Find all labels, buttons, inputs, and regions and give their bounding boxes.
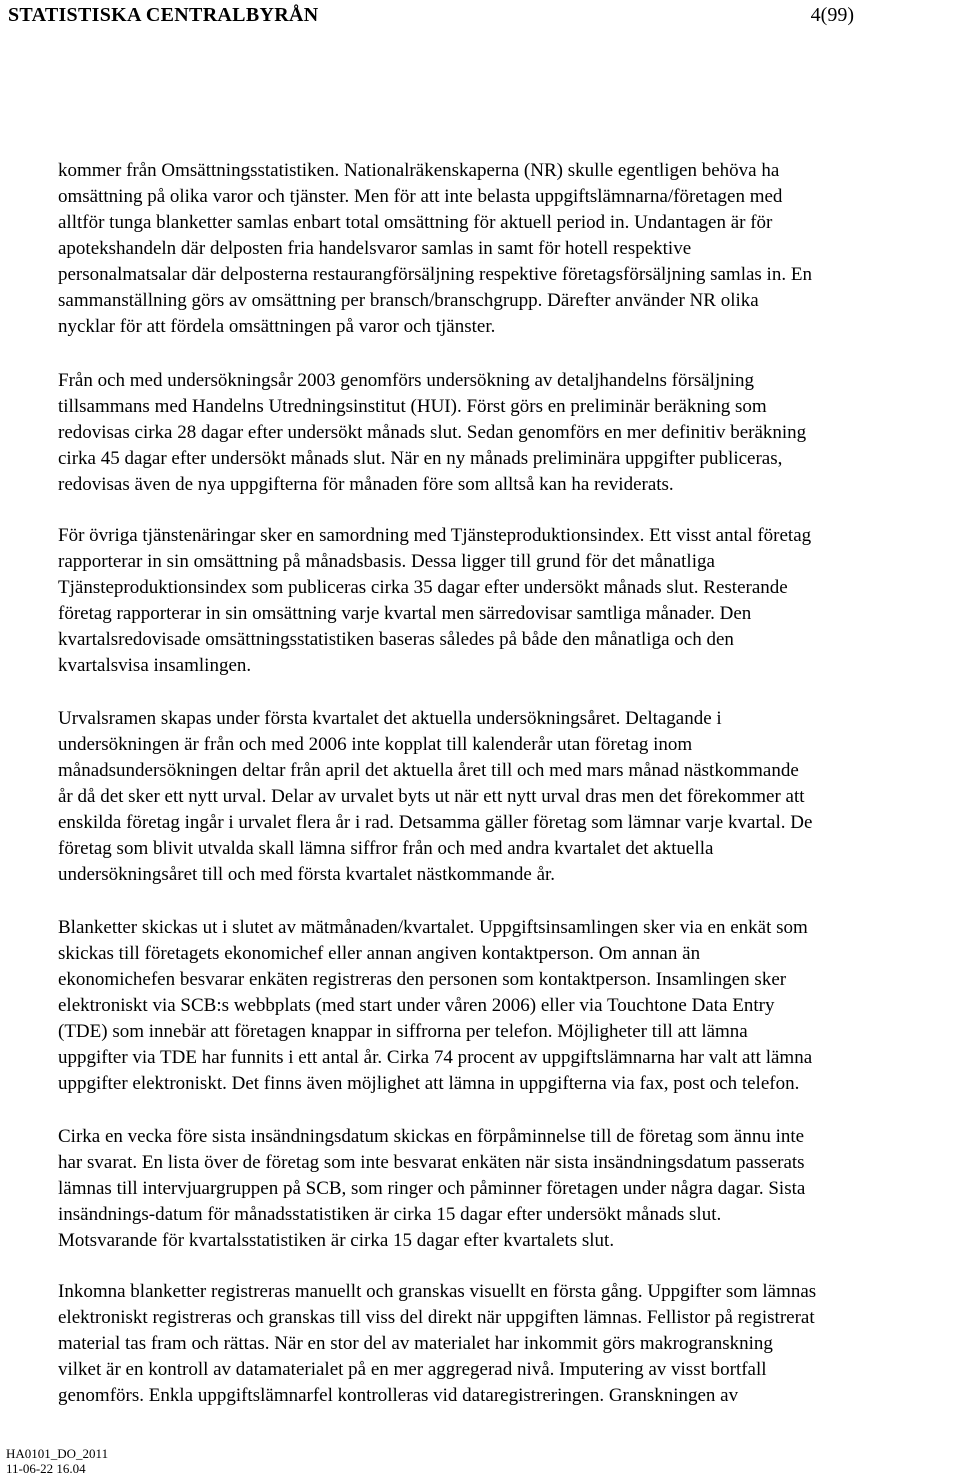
page-footer — [6, 1446, 108, 1476]
paragraph-granskning: Inkomna blanketter registreras manuellt och granskas visuellt en första gång. Uppgifter som lämnas elektroniskt registreras och granskas till viss del direkt när uppgiften lämnas. Fellistor på registrerat material tas fram och rättas. När en stor del av materialet har inkommit görs makrogranskning vilket är en kontroll av datamaterialet på en mer aggregerad nivå. Imputering av visst bortfall genomförs. Enkla uppgiftslämnarfel kontrolleras vid dataregistreringen. Granskningen av — [58, 1281, 817, 1406]
document-id: HA0101_DO_2011 — [6, 1446, 109, 1461]
paragraph-detaljhandel: Från och med undersökningsår 2003 genomförs undersökning av detaljhandelns försäljning tillsammans med Handelns Utredningsinstitut (HUI). Först görs en preliminär beräkning som redovisas cirka 28 dagar efter undersökt månads slut. Sedan genomförs en mer definitiv beräkning cirka 45 dagar efter undersökt månads slut. När en ny månads preliminära uppgifter publiceras, redovisas även de nya uppgifterna för månaden före som alltså kan ha reviderats. — [58, 370, 807, 495]
paragraph-paminnelse: Cirka en vecka före sista insändningsdatum skickas en förpåminnelse till de företag som ännu inte har svarat. En lista över de företag som inte besvarat enkäten när sista insändningsdatum passerats lämnas till intervjuargruppen på SCB, som ringer och påminner företagen under några dagar. Sista insändnings-datum för månadsstatistiken är cirka 15 dagar efter undersökt månads slut. Motsvarande för kvartalsstatistiken är cirka 15 dagar efter kvartalets slut. — [58, 1126, 806, 1251]
paragraph-urvalsram: Urvalsramen skapas under första kvartalet det aktuella undersökningsåret. Deltagande i undersökningen är från och med 2006 inte kopplat till kalenderår utan företag inom månadsundersökningen deltar från april det aktuella året till och med mars månad nästkommande år då det sker ett nytt urval. Delar av urvalet byts ut när ett nytt urval dras men det förekommer att enskilda företag ingår i urvalet flera år i rad. Detsamma gäller företag som lämnar varje kvartal. De företag som blivit utvalda skall lämna siffror från och med andra kvartalet det aktuella undersökningsåret till och med första kvartalet nästkommande år. — [58, 708, 813, 885]
paragraph-blanketter: Blanketter skickas ut i slutet av mätmånaden/kvartalet. Uppgiftsinsamlingen sker via en enkät som skickas till företagets ekonomichef eller annan angiven kontaktperson. Om annan än ekonomichefen besvarar enkäten registreras den personen som kontaktperson. Insamlingen sker elektroniskt via SCB:s webbplats (med start under våren 2006) eller via Touchtone Data Entry (TDE) som innebär att företagen knappar in siffrorna per telefon. Möjligheter till att lämna uppgifter via TDE har funnits i ett antal år. Cirka 74 procent av uppgiftslämnarna har valt att lämna uppgifter elektroniskt. Det finns även möjlighet att lämna in uppgifterna via fax, post och telefon. — [58, 917, 813, 1094]
page-number: 4(99) — [810, 4, 854, 26]
organization-name: STATISTISKA CENTRALBYRÅN — [8, 4, 319, 26]
paragraph-tjanstenaringar: För övriga tjänstenäringar sker en samordning med Tjänsteproduktionsindex. Ett visst antal företag rapporterar in sin omsättning på månadsbasis. Dessa ligger till grund för det månatliga Tjänsteproduktionsindex som publiceras cirka 35 dagar efter undersökt månads slut. Resterande företag rapporterar in sin omsättning varje kvartal men särredovisar samtliga månader. Den kvartalsredovisade omsättningsstatistiken baseras således på både den månatliga och den kvartalsvisa insamlingen. — [58, 525, 812, 676]
paragraph-omsattning: kommer från Omsättningsstatistiken. Nationalräkenskaperna (NR) skulle egentligen behöva ha omsättning på olika varor och tjänster. Men för att inte belasta uppgiftslämnarna/företagen med alltför tunga blanketter samlas enbart total omsättning för aktuell period in. Undantagen är för apotekshandeln där delposten fria handelsvaror samlas in samt för hotell respektive personalmatsalar där delposterna restaurangförsäljning respektive företagsförsäljning samlas in. En sammanställning görs av omsättning per bransch/branschgrupp. Därefter använder NR olika nycklar för att fördela omsättningen på varor och tjänster. — [58, 160, 812, 337]
document-timestamp: 11-06-22 16.04 — [6, 1461, 86, 1476]
page-header — [8, 4, 854, 32]
